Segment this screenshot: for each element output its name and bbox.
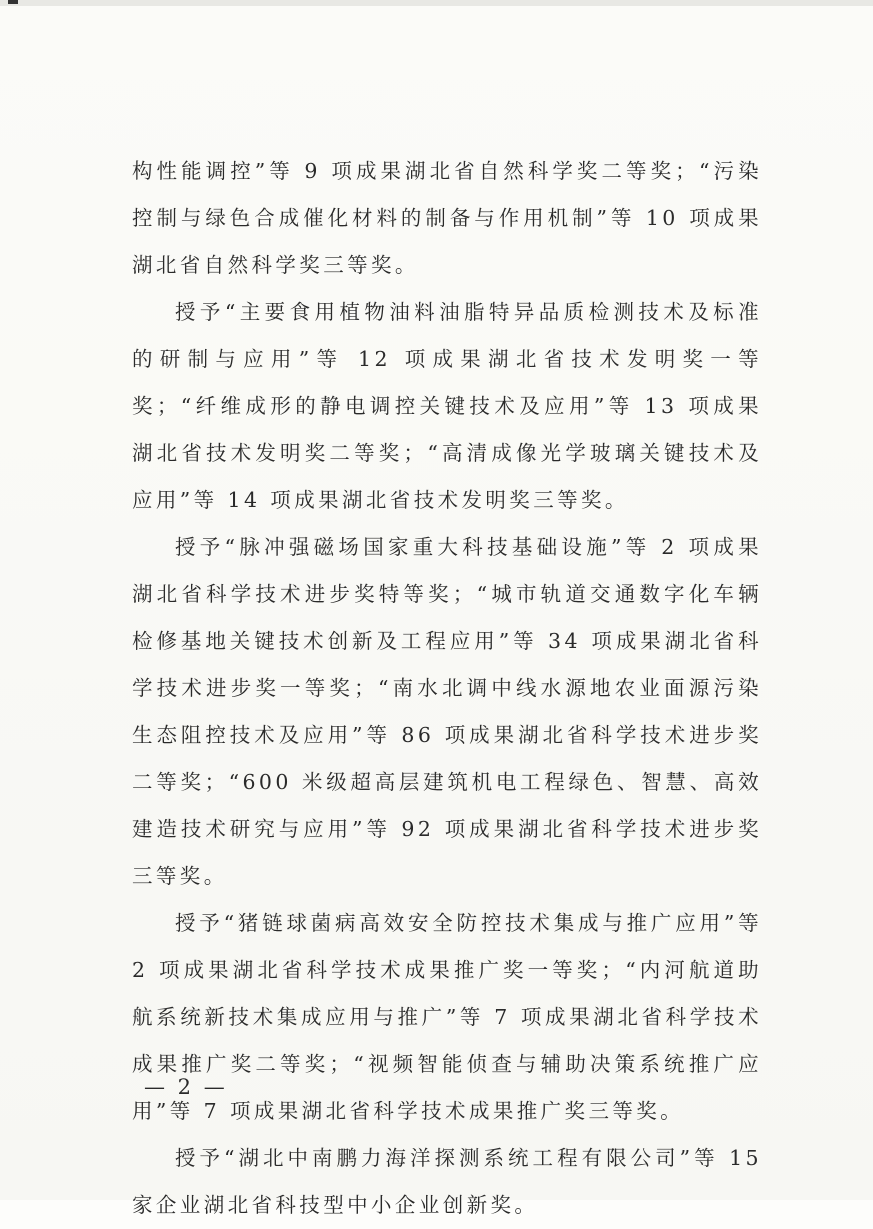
document-body xyxy=(132,148,762,1229)
paragraph-natural-science: 构性能调控”等 9 项成果湖北省自然科学奖二等奖；“污染控制与绿色合成催化材料的制备与作用机制”等 10 项成果湖北省自然科学奖三等奖。 xyxy=(132,159,762,277)
paragraph-sme-innovation: 授予“湖北中南鹏力海洋探测系统工程有限公司”等 15 家企业湖北省科技型中小企业创新奖。 xyxy=(132,1146,762,1217)
page-number: — 2 — xyxy=(144,1075,228,1099)
paragraph-science-technology-progress: 授予“脉冲强磁场国家重大科技基础设施”等 2 项成果湖北省科学技术进步奖特等奖；“城市轨道交通数字化车辆检修基地关键技术创新及工程应用”等 34 项成果湖北省科学技术进步奖一等奖；“南水北调中线水源地农业面源污染生态阻控技术及应用”等 86 项成果湖北省科学技术进步奖二等奖；“600 米级超高层建筑机电工程绿色、智慧、高效建造技术研究与应用”等 92 项成果湖北省科学技术进步奖三等奖。 xyxy=(132,535,762,888)
paragraph-achievement-promotion: 授予“猪链球菌病高效安全防控技术集成与推广应用”等 2 项成果湖北省科学技术成果推广奖一等奖；“内河航道助航系统新技术集成应用与推广”等 7 项成果湖北省科学技术成果推广奖二等奖；“视频智能侦查与辅助决策系统推广应用”等 7 项成果湖北省科学技术成果推广奖三等奖。 xyxy=(132,911,762,1123)
paragraph-technology-invention: 授予“主要食用植物油料油脂特异品质检测技术及标准的研制与应用”等 12 项成果湖北省技术发明奖一等奖；“纤维成形的静电调控关键技术及应用”等 13 项成果湖北省技术发明奖二等奖；“高清成像光学玻璃关键技术及应用”等 14 项成果湖北省技术发明奖三等奖。 xyxy=(132,300,762,512)
scan-mark xyxy=(8,0,18,4)
scan-edge xyxy=(0,0,873,6)
